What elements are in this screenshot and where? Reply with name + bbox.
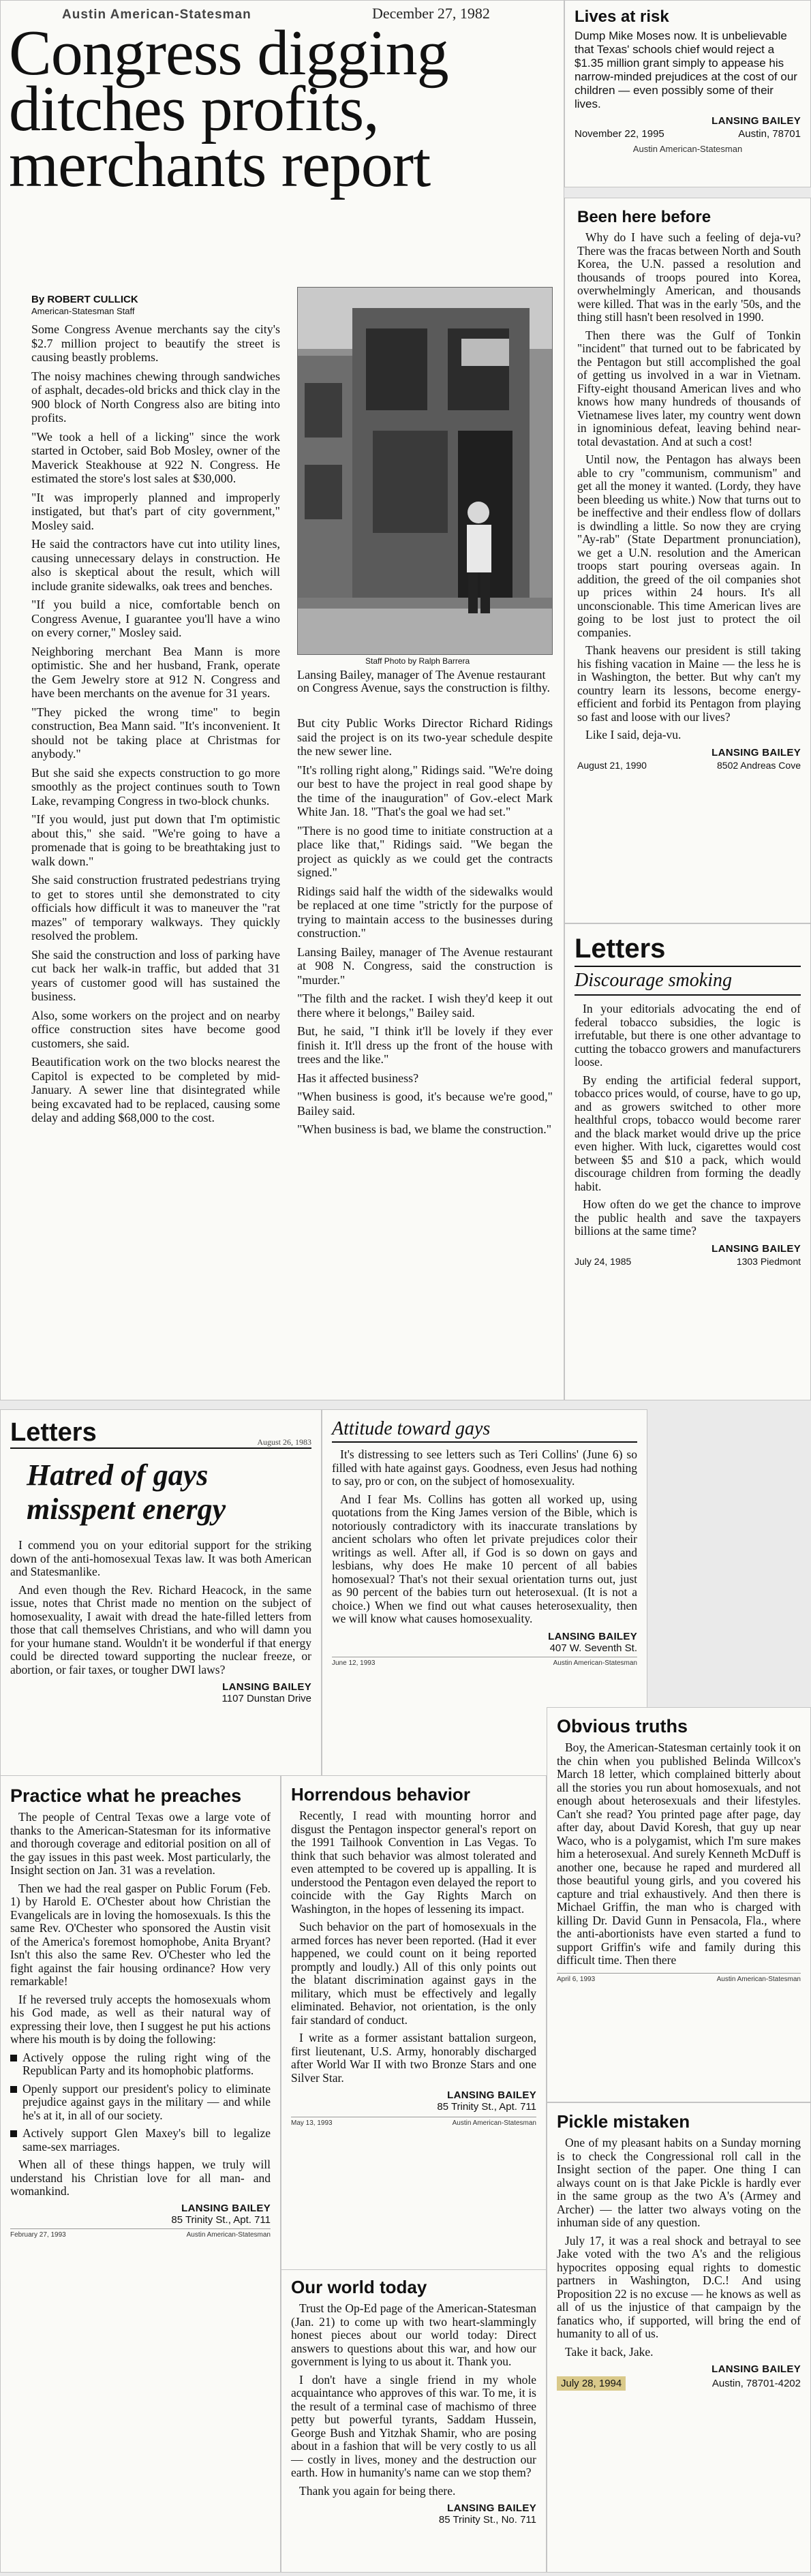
letter-horrendous-behavior [281, 1775, 547, 2273]
headline: Congress digging ditches profits, merchants report [9, 18, 448, 200]
letter-date: November 22, 1995 [575, 128, 664, 140]
paragraph: Also, some workers on the project and on nearby office construction sites have become good customers, she said. [31, 1008, 280, 1050]
paragraph: How often do we get the chance to improve the public health and save the taxpayers billions at the same time? [575, 1197, 801, 1238]
paragraph: Ridings said half the width of the sidewalks would be replaced at one time "strictly for the purpose of trying to maintain access to the businesses during construction." [297, 884, 553, 940]
photo-caption: Lansing Bailey, manager of The Avenue restaurant on Congress Avenue, says the construction is filthy. [297, 668, 550, 694]
paragraph: And even though the Rev. Richard Heacock, in the same issue, notes that Christ made no mention on the subject of homosexuality, I await with dread the hate-filled letters from those that call themselves Christians, and who will damn you for your humane stand. Wouldn't it be wonderful if that energy could be directed toward supporting the nuclear freeze, or abortion, or fair taxes, or tougher DWI laws? [10, 1582, 311, 1676]
paragraph: Thank you again for being there. [299, 2483, 456, 2498]
paragraph: "There is no good time to initiate construction at a place like that," Ridings said. "We began the project as quickly as we could get the contracts signed." [297, 823, 553, 879]
letter-title: Pickle mistaken [557, 2111, 690, 2132]
letter-signature: LANSING BAILEY [711, 746, 801, 758]
story-column-1 [31, 322, 280, 1130]
letter-pickle-mistaken [547, 2102, 811, 2573]
paragraph: Beautification work on the two blocks nearest the Capitol is expected to be completed by mid-January. A sewer line that disintegrated while being excavated had to be replaced, causing some delay and adding $68,000 to the cost. [31, 1055, 280, 1124]
letter-body [291, 2302, 536, 2498]
paragraph: The noisy machines chewing through sandwiches of asphalt, decades-old bricks and thick clay in the 900 block of North Congress also are biting into profits. [31, 369, 280, 425]
paragraph: Thank heavens our president is still taking his fishing vacation in Maine — the less he is in Washington, the better. But why can't my country learn its lessons, become energy-efficient and forbid its Pentagon from playing so fast and loose with our lives? [577, 643, 801, 724]
paper-name: Austin American-Statesman [186, 2230, 271, 2239]
paragraph: "The filth and the racket. I wish they'd keep it out there where it belongs," Bailey said. [297, 992, 553, 1019]
letter-title: Obvious truths [557, 1716, 688, 1736]
letter-body [332, 1448, 637, 1626]
paragraph: "If you would, just put down that I'm optimistic about this," she said. "We're going to have a promenade that is going to be breathtaking just to walk down." [31, 812, 280, 868]
paragraph: I write as a former assistant battalion surgeon, first lieutenant, U.S. Army, honorably discharged after World War II with two Bronze Stars and one Silver Star. [291, 2031, 536, 2085]
storefront-photo [297, 287, 553, 655]
letter-title: Hatred of gays misspent energy [27, 1458, 226, 1526]
paragraph: Lansing Bailey, manager of The Avenue restaurant at 908 N. Congress, said the construction is "murder." [297, 945, 553, 987]
paragraph: But, he said, "I think it'll be lovely if they ever finish it. It'll dress up the front of the house with trees and the like." [297, 1024, 553, 1066]
paragraph: In your editorials advocating the end of federal tobacco subsidies, the logic is irrefutable, but there is one other advantage to cutting the tobacco growers and manufacturers loose. [575, 1002, 801, 1069]
letter-dateline [557, 2376, 801, 2391]
letter-title: Lives at risk [575, 7, 669, 26]
paragraph: But she said she expects construction to go more smoothly as the project continues south to Town Lake, revamping Congress in two-block chunks. [31, 765, 280, 808]
clipping-date: December 27, 1982 [372, 5, 490, 22]
letter-our-world-today [281, 2269, 547, 2573]
letter-discourage-smoking [564, 923, 811, 1400]
letter-body [10, 1811, 271, 2046]
letter-title: Discourage smoking [575, 966, 801, 996]
letter-dateline [10, 2228, 271, 2239]
paragraph: "They picked the wrong time" to begin construction, Bea Mann said. "It's inconvenient. It should not be taking place at Christmas for anybody." [31, 705, 280, 761]
letter-title: Horrendous behavior [291, 1784, 470, 1805]
letters-banner: Letters [575, 934, 666, 964]
paragraph: July 17, it was a real shock and betrayal to see Jake voted with the two A's and the religious hypocrites opposing equal rights to domestic partners in Washington, D.C.! And using Proposition 22 is no excuse — he knows as well as all of us the injustice of that campaign by the fanatics who, if supported, will bring the end of humanity to all of us. [557, 2233, 801, 2340]
paragraph: Like I said, deja-vu. [585, 728, 682, 741]
paragraph: "It's rolling right along," Ridings said. "We're doing our best to have the project in real good shape by the time of the inauguration" of Gov.-elect Mark White Jan. 18. "That's the goal we had set." [297, 763, 553, 818]
paragraph: She said the construction and loss of parking have cut back her walk-in traffic, but added that 31 years of customer good will has sustained the business. [31, 947, 280, 1003]
square-bullet-icon [10, 2055, 17, 2061]
paragraph: The people of Central Texas owe a large vote of thanks to the American-Statesman for its informative and thorough coverage and editorial position on all of the gay issues in this past week. Most particularly, the Insight section on Jan. 31 was a revelation. [10, 1810, 271, 1877]
letter-body [575, 1002, 801, 1238]
letter-date: August 21, 1990 [577, 759, 647, 771]
paragraph: Has it affected business? [297, 1071, 419, 1085]
paragraph: Recently, I read with mounting horror and disgust the Pentagon inspector general's report on the 1991 Tailhook Convention in Las Vegas. To think that such behavior was almost tolerated and even attempted to be covered up is appalling. It is understood the Pentagon even delayed the report to coincide with the Gay Rights March on Washington, in the hopes of lessening its impact. [291, 1809, 536, 1916]
bullet-item [10, 2083, 271, 2123]
letter-address: 85 Trinity St., No. 711 [438, 2514, 536, 2526]
letter-signature: LANSING BAILEY [711, 1242, 801, 1255]
byline: By ROBERT CULLICK [31, 294, 138, 305]
letter-address: 407 W. Seventh St. [549, 1642, 637, 1654]
letter-date: June 12, 1993 [332, 1659, 376, 1667]
letter-bullet-list [10, 2051, 271, 2154]
letters-header [10, 1418, 311, 1449]
paragraph: Such behavior on the part of homosexuals in the armed forces has never been reported. (Had it ever happened, we could count on it being reported promptly and loudly.) All of this only points out the blatant discrimination against gays in the military, which must be effectively and legally eliminated. Behavior, not orientation, is the only fair standard of conduct. [291, 1920, 536, 2027]
paragraph: "When business is bad, we blame the construction." [297, 1122, 552, 1136]
story-column-2 [297, 716, 553, 1141]
letter-address: Austin, 78701 [738, 128, 801, 140]
paragraph: "If you build a nice, comfortable bench on Congress Avenue, I guarantee you'll have a wino on every corner," Mosley said. [31, 598, 280, 639]
letter-body [577, 231, 801, 742]
paragraph: Until now, the Pentagon has always been able to cry "communism, communism" and get all the money it wanted. (Lordy, they have been bleeding us white.) Now that turns out to be ineffective and their endless flow of dollars is dwindling a little. So now they are crying "Ay-rab" (State Department pronunciation), we get a U.N. resolution and the American troops start pouring overseas again. In addition, the greed of the oil companies shot up prices within 24 hours. It's all unconscionable. This time American lives are going to be lost just to protect the oil companies. [577, 453, 801, 639]
letter-title: Practice what he preaches [10, 1785, 242, 1806]
letter-closing: When all of these things happen, we truly will understand his Christian love for all man- and womankind. [10, 2158, 271, 2198]
paragraph: Neighboring merchant Bea Mann is more optimistic. She and her husband, Frank, operate the Gem Jewelry store at 912 N. Congress and have been merchants on the avenue for 31 years. [31, 644, 280, 700]
paragraph: Then there was the Gulf of Tonkin "incident" that turned out to be fabricated by the Pentagon but still accomplished the goal of getting us involved in a war in Vietnam. Fifty-eight thousand American lives and who knows how many hundreds of thousands of Vietnamese lives later, my country went down in ignominious defeat, leaving behind near-total devastation. And at such a cost! [577, 328, 801, 448]
letter-dateline [557, 1973, 801, 1983]
byline-role: American-Statesman Staff [31, 306, 135, 316]
paragraph: "When business is good, it's because we're good," Bailey said. [297, 1090, 553, 1118]
bullet-item [10, 2127, 271, 2153]
paragraph: Then we had the real gasper on Public Forum (Feb. 1) by Harold E. O'Chester about how Christian the Evangelicals are in loving the homosexuals. Is this the same Rev. O'Chester who sponsored the Austin visit of the America's foremost homophobe, Anita Bryant? Isn't this also the same Rev. O'Chester who led the fight against the fair housing ordinance? How very remarkable! [10, 1881, 271, 1988]
paper-name: Austin American-Statesman [716, 1975, 801, 1983]
letter-address: 1107 Dunstan Drive [221, 1693, 311, 1704]
letter-date: May 13, 1993 [291, 2119, 333, 2127]
photo-credit: Staff Photo by Ralph Barrera [365, 656, 470, 666]
letter-date: April 6, 1993 [557, 1975, 596, 1983]
storefront-photo-image [298, 288, 553, 655]
news-clipping-congress-story [0, 0, 564, 1400]
paragraph: Why do I have such a feeling of deja-vu? There was the fracas between North and South Korea, the U.N. passed a resolution and thousands of troops poured into Korea, overwhelmingly American, and thousands were killed. That was in the early '50s, and the thing still hasn't been resolved in 1990. [577, 230, 801, 324]
paragraph: He said the contractors have cut into utility lines, causing unnecessary delays in construction. He also is skeptical about the result, which will include granite sidewalks, oak trees and benches. [31, 537, 280, 593]
letter-been-here-before [564, 198, 811, 923]
letter-hatred-of-gays [0, 1409, 322, 1777]
bullet-text: Openly support our president's policy to eliminate prejudice against gays in the military — and while he's at it, in all of our society. [22, 2081, 271, 2122]
paper-name: Austin American-Statesman [452, 2119, 536, 2127]
letter-practice-what-he-preaches [0, 1775, 281, 2573]
bullet-text: Actively oppose the ruling right wing of the Republican Party and its homophobic platforms. [22, 2050, 271, 2077]
letter-body [291, 1809, 536, 2085]
paragraph: I don't have a single friend in my whole acquaintance who approves of this war. To me, it is the result of a terminal case of machismo of three petty but powerful tyrants, Saddam Hussein, George Bush and Yitzhak Shamir, who are posing about in a fashion that will be very costly to us all — costly in lives, money and the destruction our earth. How in humanity's name can we stop them? [291, 2372, 536, 2479]
letter-dateline [291, 2117, 536, 2127]
paragraph: "We took a hell of a licking" since the work started in October, said Bob Mosley, owner of the Maverick Steakhouse at 922 N. Congress. He estimated the store's lost sales at $30,000. [31, 429, 280, 485]
letter-body: Boy, the American-Statesman certainly took it on the chin when you published Belinda Willcox's March 18 letter, which complained bitterly about all the stories you run about homosexuals, and not enough about heterosexuals and their lifestyles. Can't she read? You printed page after page, day after day, about David Koresh, that guy up near Waco, who is a polygamist, which I'm sure makes him a heterosexual. And surely Kenneth McDuff is another one, because he raped and murdered all those beautiful young girls, and you covered his capture and trial exhaustively. And then there is Michael Griffin, the man who is charged with killing Dr. David Gunn in Pensacola, Fla., where the anti-abortionists have even started a fund to support Griffin's wife and family during this difficult time. Then there [557, 1741, 801, 1967]
paragraph: It's distressing to see letters such as Teri Collins' (June 6) so filled with hate against gays. Goodness, even Jesus had nothing to say, pro or con, on the subject of homosexuality. [332, 1447, 637, 1488]
letter-signature: LANSING BAILEY [447, 2089, 536, 2101]
letter-address: 8502 Andreas Cove [717, 759, 801, 771]
letter-signature: LANSING BAILEY [222, 1681, 311, 1693]
letter-date: August 26, 1983 [257, 1437, 311, 1447]
paper-name: Austin American-Statesman [553, 1659, 637, 1667]
paragraph: By ending the artificial federal support, tobacco prices would, of course, have to go up, and as growers switched to other more healthful crops, tobacco would become rarer and the black market would drive up the price even higher. With luck, cigarettes would cost between $5 and $10 a pack, which would discourage children from forming the deadly habit. [575, 1073, 801, 1193]
paragraph: I commend you on your editorial support for the striking down of the anti-homosexual Texas law. It was both American and Statesmanlike. [10, 1538, 311, 1578]
letter-date: February 27, 1993 [10, 2230, 66, 2239]
paragraph: Take it back, Jake. [565, 2344, 654, 2359]
bullet-item [10, 2051, 271, 2078]
letter-dateline [575, 1256, 801, 1267]
paragraph: But city Public Works Director Richard Ridings said the project is on its two-year schedule despite the new sewer line. [297, 716, 553, 758]
square-bullet-icon [10, 2086, 17, 2093]
letter-dateline [577, 760, 801, 771]
letter-body [557, 2136, 801, 2359]
letter-signature: LANSING BAILEY [548, 1630, 637, 1642]
letter-title: Been here before [577, 208, 711, 226]
letter-address: 85 Trinity St., Apt. 711 [437, 2101, 536, 2113]
letter-lives-at-risk [564, 0, 811, 187]
letter-signature: LANSING BAILEY [711, 2363, 801, 2375]
paragraph: Some Congress Avenue merchants say the city's $2.7 million project to beautify the street is causing beastly problems. [31, 322, 280, 364]
letters-banner: Letters [10, 1418, 97, 1447]
masthead: Austin American-Statesman [62, 7, 251, 22]
paper-name: Austin American-Statesman [632, 144, 743, 154]
square-bullet-icon [10, 2130, 17, 2137]
letter-signature: LANSING BAILEY [181, 2202, 271, 2214]
paragraph: Trust the Op-Ed page of the American-Statesman (Jan. 21) to come up with two heart-slammingly honest pieces about our world today: Direct answers to questions about this war, and how our government is lying to us about it. Thank you. [291, 2301, 536, 2368]
paragraph: She said construction frustrated pedestrians trying to get to stores until she demonstrated to city officials how difficult it was to maneuver the "rat mazes" of temporary walkways. They quickly resolved the problem. [31, 873, 280, 942]
paragraph: If he reversed truly accepts the homosexuals whom his God made, as well as their natural way of expressing their love, then I suggest he put his actions where his mouth is by doing the following: [10, 1992, 271, 2046]
letter-date: July 24, 1985 [575, 1255, 632, 1267]
paragraph: "It was improperly planned and improperly instigated, but that's part of city government," Mosley said. [31, 490, 280, 532]
letter-signature: LANSING BAILEY [447, 2502, 536, 2514]
letter-title: Our world today [291, 2277, 427, 2297]
letter-dateline [332, 1657, 637, 1667]
letter-body: Dump Mike Moses now. It is unbelievable that Texas' schools chief would reject a $1.35 million grant simply to appease his narrow-minded prejudices at the cost of our children — even possibly some of their lives. [575, 29, 797, 110]
bullet-text: Actively support Glen Maxey's bill to legalize same-sex marriages. [22, 2126, 271, 2153]
paragraph: One of my pleasant habits on a Sunday morning is to check the Congressional roll call in the Insight section of the paper. One thing I can always count on is that Jake Pickle is hardly ever in the same group as the two A's (Armey and Archer) — the latter two always voting on the inhuman side of any question. [557, 2136, 801, 2229]
letter-signature: LANSING BAILEY [711, 115, 801, 127]
letter-address: 85 Trinity St., Apt. 711 [171, 2213, 271, 2226]
letter-date: July 28, 1994 [557, 2376, 626, 2391]
letter-dateline [575, 128, 801, 140]
letter-title: Attitude toward gays [332, 1418, 637, 1443]
letter-address: 1303 Piedmont [736, 1255, 801, 1267]
letter-obvious-truths [547, 1707, 811, 2102]
letter-address: Austin, 78701-4202 [711, 2378, 801, 2389]
letter-body [10, 1539, 311, 1676]
paragraph: And I fear Ms. Collins has gotten all worked up, using quotations from the King James version of the Bible, which is notoriously contradictory with its inaccurate translations by ancient scholars who often let private prejudices color their writings as well. After all, if God is so down on gays and lesbians, why does He make 10 percent of all babies homosexual? That's not their sexual orientation turns out, just as 90 percent of the babies turn out heterosexual. (It is not a choice.) When we find out what causes heterosexuality, then we will know what causes homosexuality. [332, 1492, 637, 1625]
